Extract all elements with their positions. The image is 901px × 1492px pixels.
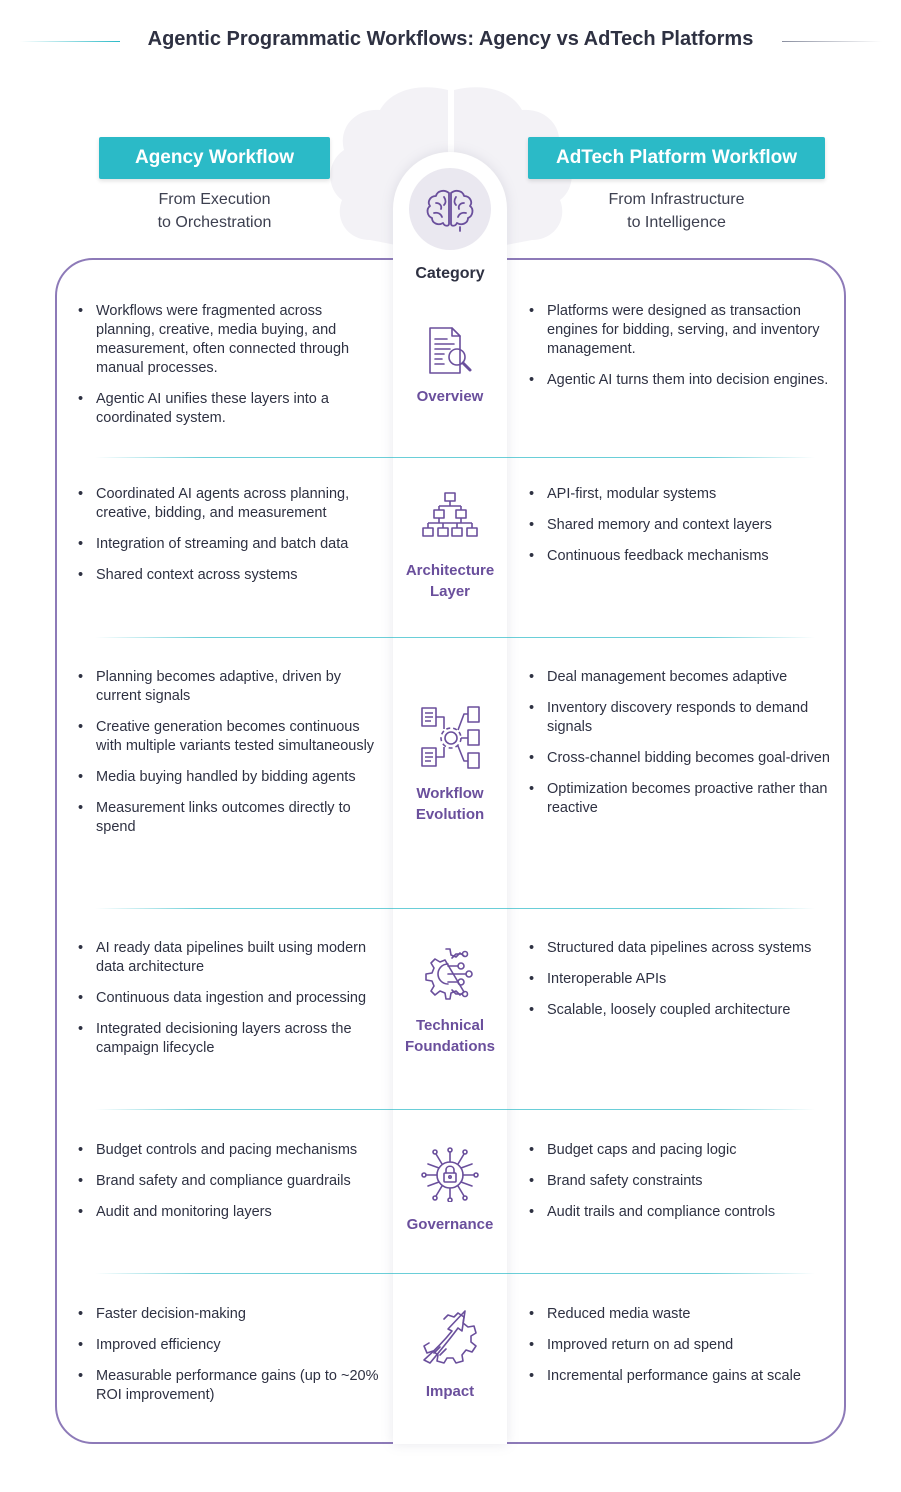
list-item: • Budget controls and pacing mechanisms [78, 1141, 383, 1160]
title-row [0, 26, 901, 56]
list-item: • Inventory discovery responds to demand signals [529, 699, 834, 737]
category-header: Category [415, 265, 485, 282]
category-impact: Impact [425, 1383, 475, 1400]
list-item: • Deal management becomes adaptive [529, 668, 834, 687]
list-item: • Planning becomes adaptive, driven by current signals [78, 668, 383, 706]
architecture-agency-list [78, 485, 383, 597]
list-item: • API-first, modular systems [529, 485, 834, 504]
hierarchy-icon [420, 492, 480, 548]
list-item: • Measurement links outcomes directly to spend [78, 799, 383, 837]
list-item: • Optimization becomes proactive rather than reactive [529, 780, 834, 818]
list-item: • Interoperable APIs [529, 970, 834, 989]
row-divider [95, 457, 815, 458]
category-workflow-evolution: Workflow Evolution [415, 785, 485, 823]
list-item: • Faster decision-making [78, 1305, 383, 1324]
list-item: • Agentic AI turns them into decision engines. [529, 371, 834, 390]
growth-gear-icon [420, 1305, 480, 1367]
brain-icon [422, 181, 478, 237]
circuit-gear-icon [420, 946, 480, 1002]
row-divider [95, 908, 815, 909]
document-search-icon [420, 325, 480, 381]
list-item: • Audit trails and compliance controls [529, 1203, 834, 1222]
overview-adtech-list [529, 302, 834, 402]
list-item: • Media buying handled by bidding agents [78, 768, 383, 787]
list-item: • Scalable, loosely coupled architecture [529, 1001, 834, 1020]
adtech-subtitle [528, 188, 825, 234]
workflow-adtech-list [529, 668, 834, 830]
governance-adtech-list [529, 1141, 834, 1234]
list-item: • Coordinated AI agents across planning, creative, bidding, and measurement [78, 485, 383, 523]
list-item: • Budget caps and pacing logic [529, 1141, 834, 1160]
list-item: • Measurable performance gains (up to ~20% ROI improvement) [78, 1367, 383, 1405]
row-divider [95, 1109, 815, 1110]
overview-agency-list [78, 302, 383, 440]
governance-agency-list [78, 1141, 383, 1234]
page-title: Agentic Programmatic Workflows: Agency vs AdTech Platforms [147, 28, 754, 50]
category-governance: Governance [406, 1216, 494, 1233]
list-item: • Workflows were fragmented across planning, creative, media buying, and measurement, often connected through manual processes. [78, 302, 383, 378]
list-item: • AI ready data pipelines built using modern data architecture [78, 939, 383, 977]
category-overview: Overview [416, 388, 484, 405]
list-item: • Integrated decisioning layers across the campaign lifecycle [78, 1020, 383, 1058]
agency-workflow-header: Agency Workflow [99, 137, 330, 179]
list-item: • Continuous feedback mechanisms [529, 547, 834, 566]
workflow-gear-icon [420, 704, 480, 772]
list-item: • Structured data pipelines across systems [529, 939, 834, 958]
adtech-subtitle-line-2: to Intelligence [627, 214, 726, 231]
adtech-subtitle-line-1: From Infrastructure [608, 191, 745, 208]
list-item: • Shared memory and context layers [529, 516, 834, 535]
category-architecture-layer: Architecture Layer [405, 562, 495, 600]
list-item: • Agentic AI unifies these layers into a coordinated system. [78, 390, 383, 428]
list-item: • Platforms were designed as transaction engines for bidding, serving, and inventory management. [529, 302, 834, 359]
list-item: • Audit and monitoring layers [78, 1203, 383, 1222]
list-item: • Brand safety and compliance guardrails [78, 1172, 383, 1191]
list-item: • Improved efficiency [78, 1336, 383, 1355]
row-divider [95, 1273, 815, 1274]
adtech-workflow-header: AdTech Platform Workflow [528, 137, 825, 179]
workflow-agency-list [78, 668, 383, 849]
technical-agency-list [78, 939, 383, 1070]
agency-subtitle-line-2: to Orchestration [157, 214, 272, 231]
agency-subtitle-line-1: From Execution [158, 191, 271, 208]
list-item: • Integration of streaming and batch data [78, 535, 383, 554]
list-item: • Brand safety constraints [529, 1172, 834, 1191]
list-item: • Incremental performance gains at scale [529, 1367, 834, 1386]
impact-agency-list [78, 1305, 383, 1417]
impact-adtech-list [529, 1305, 834, 1398]
technical-adtech-list [529, 939, 834, 1032]
list-item: • Reduced media waste [529, 1305, 834, 1324]
category-technical-foundations: Technical Foundations [405, 1017, 495, 1055]
list-item: • Shared context across systems [78, 566, 383, 585]
list-item: • Cross-channel bidding becomes goal-driven [529, 749, 834, 768]
list-item: • Continuous data ingestion and processing [78, 989, 383, 1008]
architecture-adtech-list [529, 485, 834, 578]
row-divider [95, 637, 815, 638]
list-item: • Improved return on ad spend [529, 1336, 834, 1355]
agency-subtitle [99, 188, 330, 234]
lock-circuit-icon [420, 1146, 480, 1202]
title-rule-right [782, 41, 882, 42]
list-item: • Creative generation becomes continuous with multiple variants tested simultaneously [78, 718, 383, 756]
